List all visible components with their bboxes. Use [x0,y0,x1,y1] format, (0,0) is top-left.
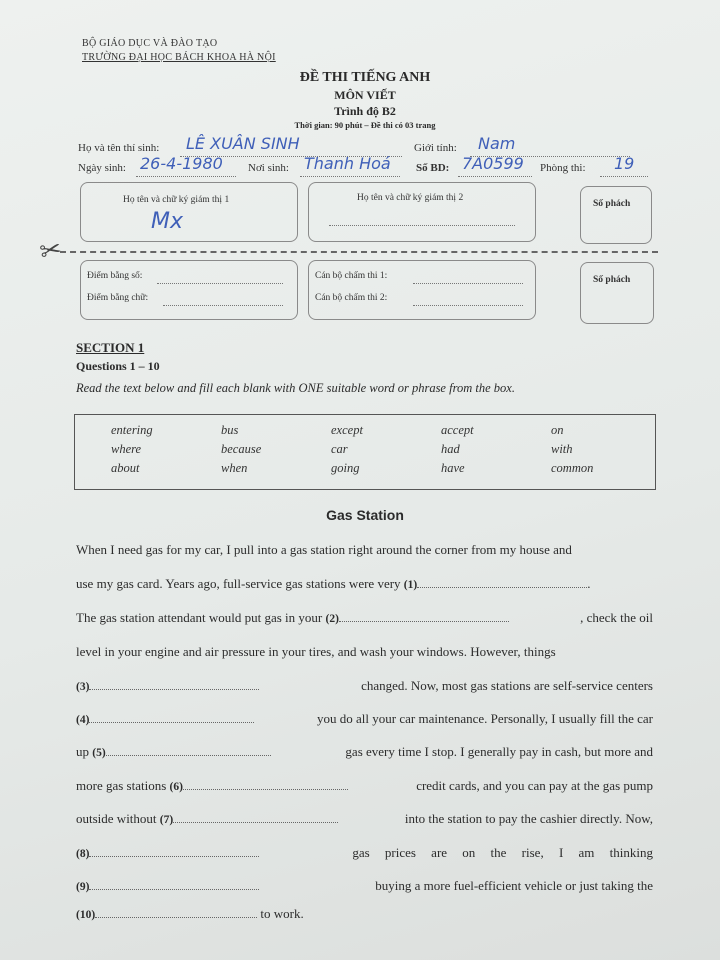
blank-9[interactable] [89,878,259,890]
dob-label: Ngày sinh: [78,162,126,174]
word-option: where [111,442,142,456]
word-option: going [331,461,360,475]
gender-label: Giới tính: [414,142,457,154]
proctor2-box [308,182,536,242]
code-box-2 [580,262,654,324]
word-option: with [551,442,573,456]
word-option: bus [221,423,239,437]
passage-line: level in your engine and air pressure in your tires, and wash your windows. However, things [76,644,556,659]
exam-title: ĐỀ THI TIẾNG ANH [299,70,431,85]
word-box [74,414,656,490]
passage-line: outside without (7) into the station to pay the cashier directly. Now, [76,811,653,826]
passage-line: (9) buying a more fuel-efficient vehicle or just taking the [76,878,653,893]
section-heading: SECTION 1 [76,340,145,355]
word-option: have [441,461,465,475]
passage-line: When I need gas for my car, I pull into a gas station right around the corner from my house and [76,542,572,557]
word-option: except [331,423,363,437]
word-option: accept [441,423,474,437]
instruction: Read the text below and fill each blank with ONE suitable word or phrase from the box. [76,381,515,395]
pob-field[interactable]: Thanh Hoá [304,154,391,173]
code-box-1 [580,186,652,244]
cut-line [60,251,658,253]
dob-field[interactable]: 26-4-1980 [140,154,223,173]
word-option: common [551,461,594,475]
ministry-name: BỘ GIÁO DỤC VÀ ĐÀO TẠO [82,38,218,49]
word-option: entering [111,423,153,437]
code-label-1: Số phách [593,199,631,209]
grader2-label: Cán bộ chấm thi 2: [315,293,388,303]
blank-4[interactable] [89,711,254,723]
blank-3[interactable] [89,678,259,690]
name-field[interactable]: LÊ XUÂN SINH [186,134,300,153]
blank-5[interactable] [106,744,271,756]
gender-field[interactable]: Nam [478,134,516,153]
university-name: TRƯỜNG ĐẠI HỌC BÁCH KHOA HÀ NỘI [82,52,276,63]
exam-subject: MÔN VIẾT [334,88,396,102]
proctor1-label: Họ tên và chữ ký giám thị 1 [123,195,230,205]
word-option: about [111,461,140,475]
word-option: because [221,442,262,456]
passage-line: use my gas card. Years ago, full-service gas stations were very (1) . [76,576,591,591]
score-box [80,260,298,320]
passage-line: (10) to work. [76,906,304,921]
score-number-label: Điểm bằng số: [87,271,143,281]
passage-line: (8) gas prices are on the rise, I am thinking [76,845,653,860]
exam-level: Trình độ B2 [334,104,396,118]
proctor1-box [80,182,298,242]
blank-6[interactable] [183,778,348,790]
question-range: Questions 1 – 10 [76,359,160,373]
word-option: on [551,423,564,437]
sbd-label: Số BD: [416,162,450,174]
passage-line: (3) changed. Now, most gas stations are self-service centers [76,678,653,693]
word-option: car [331,442,348,456]
blank-7[interactable] [173,811,338,823]
blank-1[interactable] [417,576,587,588]
grader-box [308,260,536,320]
grader1-label: Cán bộ chấm thi 1: [315,271,388,281]
proctor1-signature: Mx [151,209,184,234]
score-words-label: Điểm bằng chữ: [87,293,149,303]
passage-line: (4) you do all your car maintenance. Personally, I usually fill the car [76,711,653,726]
name-label: Họ và tên thí sinh: [78,142,160,154]
exam-duration: Thời gian: 90 phút – Đề thi có 03 trang [294,120,436,130]
scissors-icon: ✂ [37,234,65,268]
blank-10[interactable] [95,906,257,918]
passage-line: The gas station attendant would put gas in your (2) , check the oil [76,610,653,625]
room-field[interactable]: 19 [614,154,635,173]
pob-label: Nơi sinh: [248,162,289,174]
sbd-field[interactable]: 7A0599 [462,154,524,173]
blank-8[interactable] [89,845,259,857]
code-label-2: Số phách [593,275,631,285]
room-label: Phòng thi: [540,162,586,174]
blank-2[interactable] [339,610,509,622]
passage-line: more gas stations (6) credit cards, and you can pay at the gas pump [76,778,653,793]
passage-line: up (5) gas every time I stop. I generally pay in cash, but more and [76,744,653,759]
word-option: had [441,442,460,456]
proctor2-label: Họ tên và chữ ký giám thị 2 [357,193,464,203]
passage-title: Gas Station [326,507,404,523]
word-option: when [221,461,248,475]
